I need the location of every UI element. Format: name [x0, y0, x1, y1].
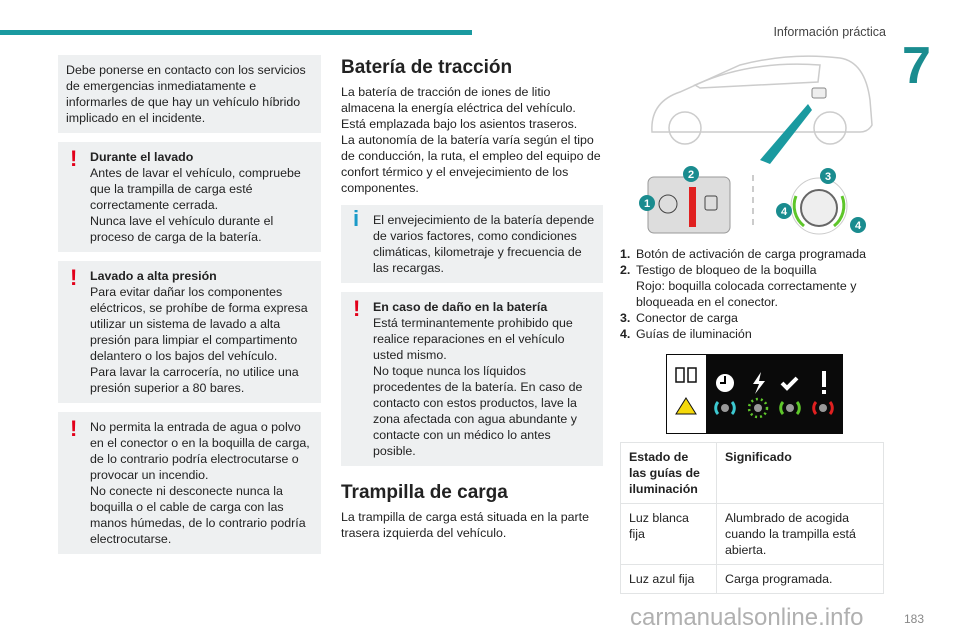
heading-battery: Batería de tracción — [341, 57, 513, 78]
warning-text: Está terminantemente prohibido que realice reparaciones en el vehículo usted mismo. — [373, 316, 573, 362]
battery-section — [341, 56, 603, 196]
info-box — [341, 205, 603, 283]
charging-flap-illustration — [620, 40, 890, 240]
paragraph: La batería de tracción de iones de litio almacena la energía eléctrica del vehículo. Está emplazada bajo los asientos traseros. — [341, 85, 578, 131]
flap-marker — [812, 88, 826, 98]
warning-title: Durante el lavado — [90, 150, 194, 164]
warning-text: Antes de lavar el vehículo, compruebe que la trampilla de carga esté correctamente cerrada. — [90, 166, 301, 212]
note-text: Debe ponerse en contacto con los servicios de emergencias inmediatamente e informarles de que hay un vehículo híbrido implicado en el incidente. — [66, 63, 306, 125]
warning-text: No conecte ni desconecte nunca la boquilla o el cable de carga con las manos húmedas, de lo contrario podría electrocutarse. — [90, 484, 306, 546]
chapter-number: 7 — [902, 37, 931, 95]
warning-box-washing — [58, 142, 321, 252]
callout-1: 1 — [643, 198, 651, 210]
info-text: El envejecimiento de la batería depende de varios factores, como condiciones climáticas, kilometraje y frecuencia de las recargas. — [373, 213, 595, 275]
warning-box-pressure — [58, 261, 321, 403]
warning-icon: ! — [70, 416, 78, 441]
lock-indicator — [689, 187, 696, 227]
column-header: Significado — [725, 450, 792, 464]
warning-title: Lavado a alta presión — [90, 269, 217, 283]
lighting-status-table — [620, 442, 884, 594]
warning-icon: ! — [353, 296, 361, 321]
column-header: Estado de las guías de iluminación — [629, 450, 700, 496]
heading-charging-flap: Trampilla de carga — [341, 482, 508, 503]
right-column — [620, 40, 890, 594]
middle-column — [341, 56, 603, 541]
callout-4: 4 — [854, 220, 862, 232]
watermark: carmanualsonline.info — [630, 604, 864, 631]
left-column — [58, 55, 321, 554]
info-icon: i — [353, 206, 360, 231]
callout-2: 2 — [687, 169, 695, 181]
note-box — [58, 55, 321, 133]
car-outline-icon — [652, 56, 872, 144]
warning-title: En caso de daño en la batería — [373, 300, 548, 314]
charging-flap-section — [341, 481, 603, 541]
legend-item: 2. Testigo de bloqueo de la boquilla Rojo: boquilla colocada correctamente y bloqueada en el conector. — [620, 263, 857, 309]
section-title: Información práctica — [773, 25, 886, 39]
legend-item: 1. Botón de activación de carga programada — [620, 247, 867, 261]
table-row: Luz blanca fija Alumbrado de acogida cuando la trampilla está abierta. — [621, 504, 884, 565]
warning-text: No permita la entrada de agua o polvo en el conector o en la boquilla de carga, de lo contrario podría electrocutarse o provocar un incendio. — [90, 420, 310, 482]
warning-icon: ! — [70, 265, 78, 290]
exclamation-icon — [822, 371, 826, 387]
pointer-wedge — [760, 104, 812, 164]
header-bar — [0, 30, 472, 35]
legend-item: 3. Conector de carga — [620, 311, 738, 325]
warning-box-damage — [341, 292, 603, 466]
paragraph: La trampilla de carga está situada en la parte trasera izquierda del vehículo. — [341, 510, 589, 540]
warning-text: Nunca lave el vehículo durante el proceso de carga de la batería. — [90, 214, 274, 244]
warning-text: No toque nunca los líquidos procedentes de la batería. En caso de contacto con estos productos, lave la zona afectada con agua abundante y contacte con un médico lo antes posible. — [373, 364, 583, 458]
warning-text: Para evitar dañar los componentes eléctricos, se prohíbe de forma expresa utilizar un sistema de lavado a alta presión para limpiar el compartimento delantero o los bajos del vehículo. — [90, 285, 308, 363]
lighting-status-panel — [666, 354, 843, 434]
warning-text: Para lavar la carrocería, no utilice una presión superior a 80 bares. — [90, 365, 299, 395]
warning-box-water — [58, 412, 321, 554]
page-number: 183 — [903, 612, 924, 626]
warning-icon: ! — [70, 146, 78, 171]
paragraph: La autonomía de la batería varía según el tipo de conducción, la ruta, el empleo del equipo de confort térmico y el envejecimiento de los componentes. — [341, 133, 601, 195]
legend-item: 4. Guías de iluminación — [620, 327, 752, 341]
table-row: Luz azul fija Carga programada. — [621, 565, 884, 594]
callout-4: 4 — [780, 206, 788, 218]
legend-list — [620, 246, 886, 342]
callout-3: 3 — [824, 171, 832, 183]
